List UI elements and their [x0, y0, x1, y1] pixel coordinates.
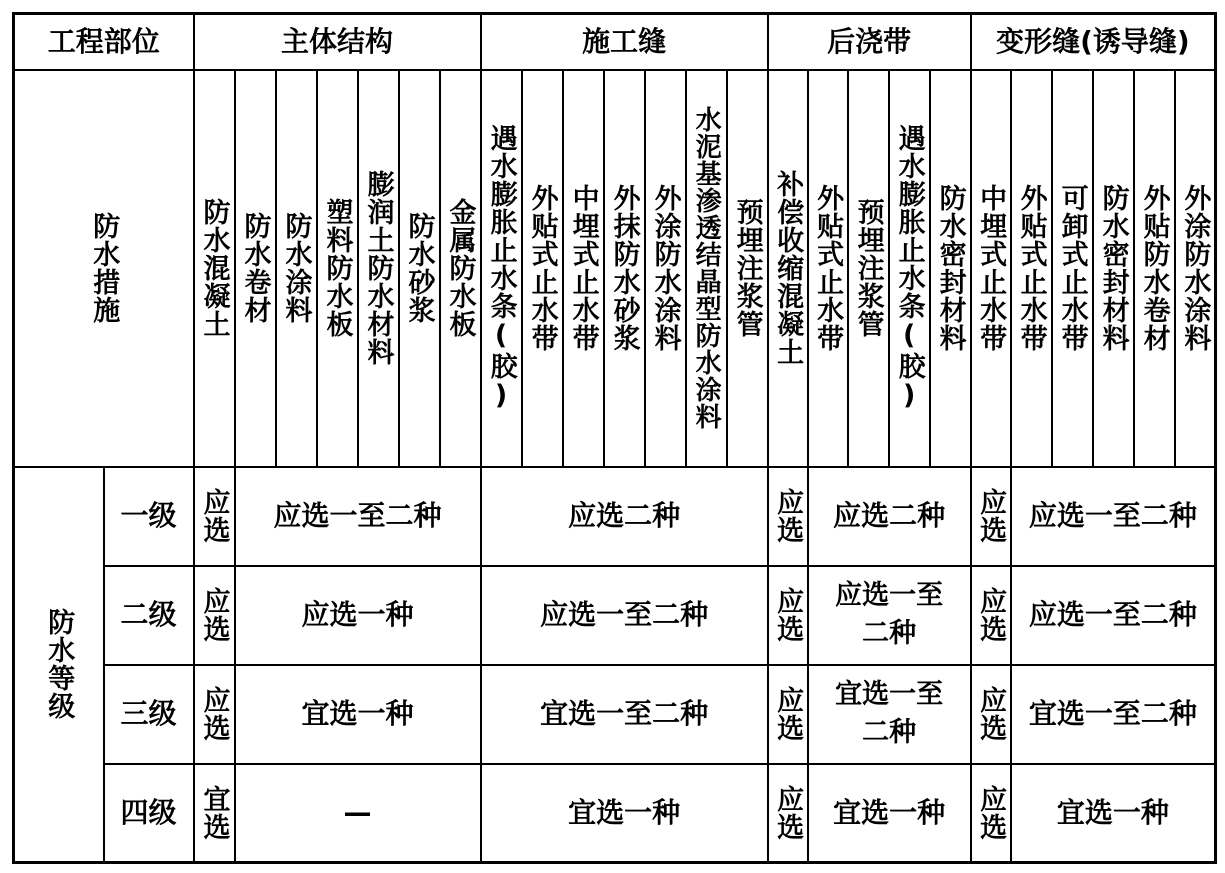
- post-other-requirement: 应选二种: [808, 467, 971, 566]
- measure-label: 外贴式止水带: [1015, 184, 1047, 352]
- grade-row: [14, 764, 1216, 863]
- measure-cell: [930, 70, 971, 467]
- measure-label: 中埋式止水带: [567, 184, 599, 352]
- main-concrete-requirement: 应选: [194, 665, 235, 764]
- measure-cell: [522, 70, 563, 467]
- measure-cell: [645, 70, 686, 467]
- measure-cell: [194, 70, 235, 467]
- part-header: 工程部位: [14, 14, 194, 70]
- post-concrete-requirement: 应选: [768, 665, 808, 764]
- grade-row: [14, 665, 1216, 764]
- post-concrete-requirement: 应选: [768, 467, 808, 566]
- measure-label: 遇水膨胀止水条(胶): [485, 124, 517, 412]
- measure-cell: [440, 70, 481, 467]
- measure-label: 外抹防水砂浆: [608, 184, 640, 352]
- group-main-structure: 主体结构: [194, 14, 481, 70]
- measure-cell: [971, 70, 1011, 467]
- main-other-requirement: 宜选一种: [235, 665, 481, 764]
- deform-first-requirement: 应选: [971, 665, 1011, 764]
- measure-label: 外涂防水涂料: [1179, 184, 1211, 352]
- deform-other-requirement: 应选一至二种: [1011, 467, 1216, 566]
- waterproof-measures-table: [12, 12, 1217, 864]
- measure-cell: [889, 70, 930, 467]
- measure-cell: [1175, 70, 1216, 467]
- measure-label: 外贴防水卷材: [1138, 184, 1170, 352]
- measure-cell: [1093, 70, 1134, 467]
- measures-label-cell: [14, 70, 194, 467]
- measure-label: 防水混凝土: [198, 198, 230, 338]
- deform-first-requirement: 应选: [971, 566, 1011, 665]
- measure-label: 遇水膨胀止水条(胶): [893, 124, 925, 412]
- post-other-requirement: 宜选一至二种: [808, 665, 971, 764]
- joint-requirement: 应选二种: [481, 467, 768, 566]
- measure-label: 补偿收缩混凝土: [772, 170, 804, 366]
- post-concrete-requirement: 应选: [768, 764, 808, 863]
- measure-label: 防水密封材料: [1097, 184, 1129, 352]
- deform-other-requirement: 宜选一至二种: [1011, 665, 1216, 764]
- main-other-requirement: 应选一种: [235, 566, 481, 665]
- measure-label: 预埋注浆管: [731, 198, 763, 338]
- grade-label-cell: [14, 467, 104, 863]
- group-deformation-joint: 变形缝(诱导缝): [971, 14, 1216, 70]
- measure-cell: [1134, 70, 1175, 467]
- group-post-pour-strip: 后浇带: [768, 14, 971, 70]
- main-other-requirement: —: [235, 764, 481, 863]
- header-row: [14, 14, 1216, 70]
- measure-cell: [848, 70, 889, 467]
- grade-name: 一级: [104, 467, 194, 566]
- main-concrete-requirement: 宜选: [194, 764, 235, 863]
- deform-first-requirement: 应选: [971, 467, 1011, 566]
- grade-name: 四级: [104, 764, 194, 863]
- measure-label: 可卸式止水带: [1056, 184, 1088, 352]
- grade-row: [14, 467, 1216, 566]
- measure-cell: [481, 70, 522, 467]
- measure-cell: [604, 70, 645, 467]
- measure-cell: [686, 70, 727, 467]
- joint-requirement: 宜选一种: [481, 764, 768, 863]
- joint-requirement: 宜选一至二种: [481, 665, 768, 764]
- grade-row: [14, 566, 1216, 665]
- measure-label: 防水砂浆: [403, 212, 435, 324]
- measure-cell: [1011, 70, 1052, 467]
- measure-cell: [276, 70, 317, 467]
- grade-name: 三级: [104, 665, 194, 764]
- measure-cell: [768, 70, 808, 467]
- deform-other-requirement: 宜选一种: [1011, 764, 1216, 863]
- measure-cell: [1052, 70, 1093, 467]
- measure-cell: [563, 70, 604, 467]
- measure-cell: [727, 70, 768, 467]
- measure-label: 预埋注浆管: [852, 198, 884, 338]
- measures-row: [14, 70, 1216, 467]
- measure-label: 膨润土防水材料: [362, 170, 394, 366]
- post-other-requirement: 应选一至二种: [808, 566, 971, 665]
- measure-label: 外涂防水涂料: [649, 184, 681, 352]
- measure-label: 防水涂料: [280, 212, 312, 324]
- measure-label: 塑料防水板: [321, 198, 353, 338]
- measure-label: 防水卷材: [239, 212, 271, 324]
- deform-other-requirement: 应选一至二种: [1011, 566, 1216, 665]
- main-concrete-requirement: 应选: [194, 467, 235, 566]
- measure-label: 中埋式止水带: [975, 184, 1007, 352]
- measure-cell: [235, 70, 276, 467]
- measure-cell: [399, 70, 440, 467]
- measure-label: 防水密封材料: [934, 184, 966, 352]
- measure-label: 金属防水板: [444, 198, 476, 338]
- post-other-requirement: 宜选一种: [808, 764, 971, 863]
- group-construction-joint: 施工缝: [481, 14, 768, 70]
- measure-label: 外贴式止水带: [526, 184, 558, 352]
- deform-first-requirement: 应选: [971, 764, 1011, 863]
- main-other-requirement: 应选一至二种: [235, 467, 481, 566]
- measure-cell: [808, 70, 848, 467]
- grade-label: 防水等级: [43, 608, 75, 721]
- measure-cell: [317, 70, 358, 467]
- post-concrete-requirement: 应选: [768, 566, 808, 665]
- measures-label: 防水措施: [88, 212, 120, 324]
- measure-label: 水泥基渗透结晶型防水涂料: [691, 106, 722, 430]
- main-concrete-requirement: 应选: [194, 566, 235, 665]
- measure-label: 外贴式止水带: [812, 184, 844, 352]
- measure-cell: [358, 70, 399, 467]
- grade-name: 二级: [104, 566, 194, 665]
- joint-requirement: 应选一至二种: [481, 566, 768, 665]
